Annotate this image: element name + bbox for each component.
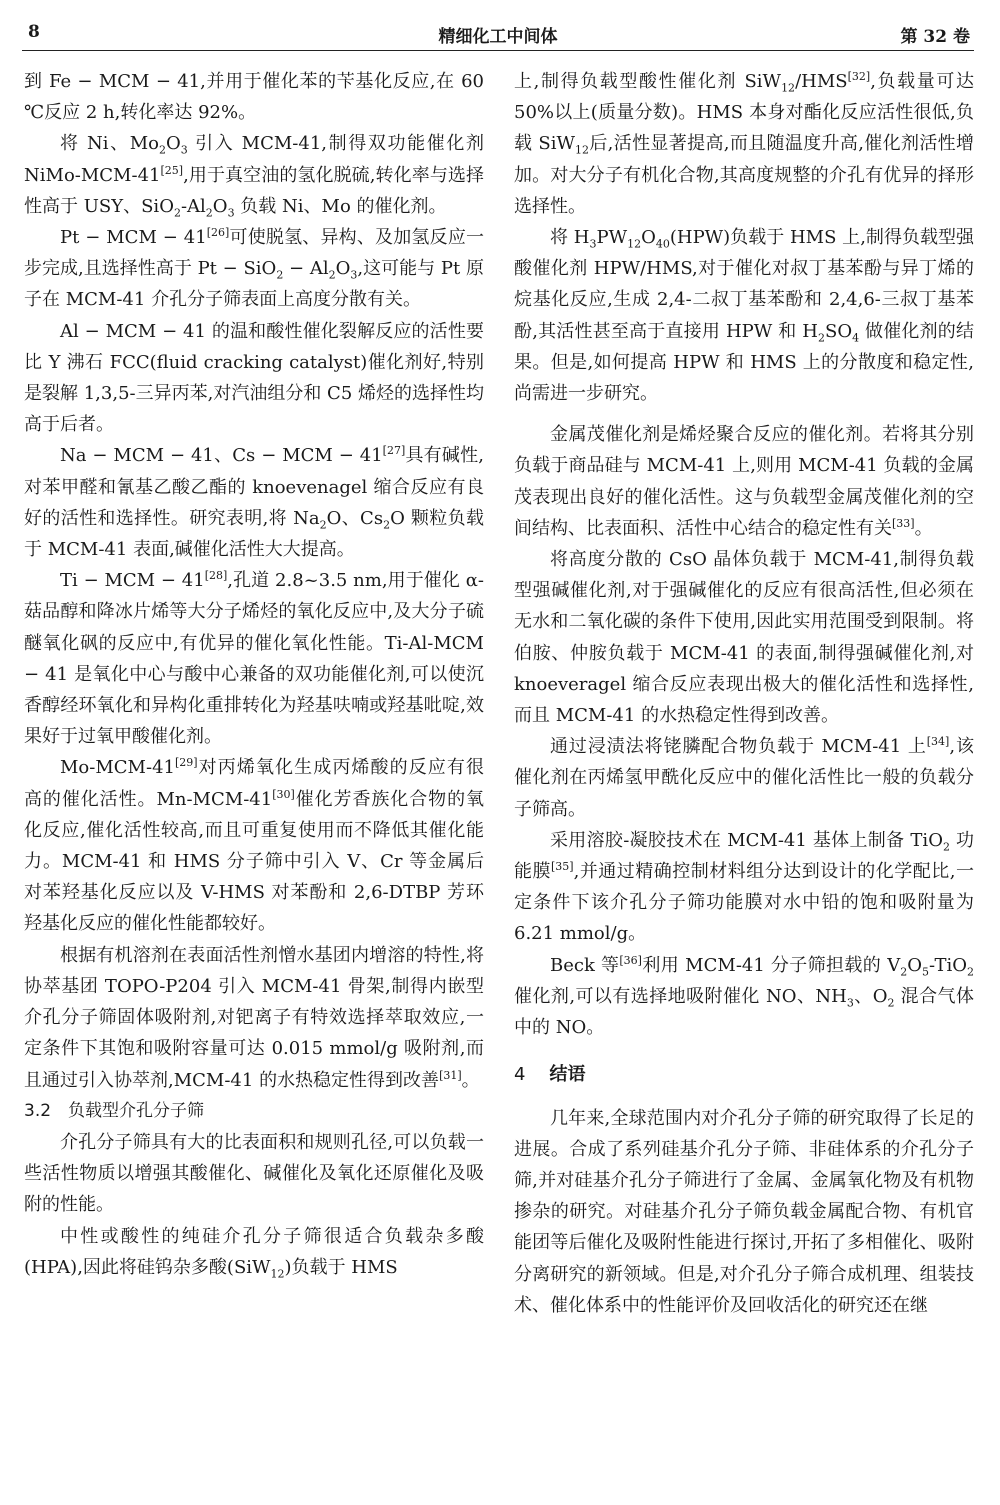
text-run: 对丙烯氧化生成丙烯酸的反应有很高的催化活性。Mn-MCM-41: [24, 757, 484, 810]
text-run: 催化剂,可以有选择地吸附催化 NO、NH: [514, 985, 847, 1007]
text-run: Ti − MCM − 41: [60, 570, 205, 592]
text-run: SO: [825, 320, 853, 342]
section-number: 4: [514, 1064, 526, 1086]
text-run: 介孔分子筛具有大的比表面积和规则孔径,可以负载一些活性物质以增强其酸催化、碱催化及氧化还原催化及吸附的性能。: [24, 1131, 484, 1216]
paragraph: [24, 316, 484, 441]
citation-ref: [29]: [174, 756, 198, 770]
subscript: 40: [655, 237, 670, 251]
text-run: 做催化剂的结果。但是,如何提高 HPW 和 HMS 上的分散度和稳定性,尚需进一步研究。: [514, 320, 974, 405]
subsection-heading: 3.2 负载型介孔分子筛: [24, 1100, 205, 1121]
volume-label: 第 32 卷: [900, 27, 970, 47]
text-run: Na − MCM − 41、Cs − MCM − 41: [60, 445, 383, 467]
text-run: PW: [596, 227, 628, 249]
paragraph: [24, 440, 484, 565]
text-run: O: [335, 258, 351, 280]
citation-ref: [34]: [926, 735, 950, 749]
journal-title: 精细化工中间体: [438, 27, 558, 47]
citation-ref: [31]: [439, 1068, 462, 1082]
text-run: ,负载量可达 50%以上(质量分数)。HMS 本身对酯化反应活性很低,负载 SiW: [514, 71, 974, 155]
subscript: 5: [922, 965, 930, 979]
subscript: 2: [942, 840, 950, 854]
text-run: 。: [914, 517, 933, 539]
section-heading: [514, 1059, 974, 1090]
text-run: ,该催化剂在丙烯氢甲酰化反应中的催化活性比一般的负载分子筛高。: [514, 736, 974, 820]
text-run: 将 Ni、Mo: [60, 133, 159, 155]
subscript: 2: [158, 144, 166, 157]
citation-ref: [27]: [382, 444, 406, 458]
paragraph: [514, 825, 974, 950]
text-run: O: [165, 133, 181, 155]
text-run: 金属茂催化剂是烯烃聚合反应的催化剂。若将其分别负载于商品硅与 MCM-41 上,则用 MCM-41 负载的金属茂表现出良好的催化活性。这与负载型金属茂催化剂的空间结构、比表面积、活性中心结合的稳定性有关: [514, 424, 974, 539]
text-run: 混合气体中的 NO。: [514, 985, 974, 1039]
text-run: 催化芳香族化合物的氧化反应,催化活性较高,而且可重复使用而不降低其催化能力。MCM-41 和 HMS 分子筛中引入 V、Cr 等金属后对苯羟基化反应以及 V-HMS 对苯酚和 2,6-DTBP 芳环羟基化反应的催化性能都较好。: [24, 788, 484, 935]
right-column: [514, 66, 974, 1321]
subscript: 2: [818, 331, 825, 345]
text-run: 根据有机溶剂在表面活性剂憎水基团内增溶的特性,将协萃基团 TOPO-P204 引入 MCM-41 骨架,制得内嵌型介孔分子筛固体吸附剂,对钯离子有特效选择萃取效应,一定条件下其饱和吸附容量可达 0.015 mmol/g 吸附剂,而且通过引入协萃剂,MCM-41 的水热稳定性得到改善: [24, 944, 484, 1091]
text-run: O 颗粒负载于 MCM-41 表面,碱催化活性大大提高。: [24, 507, 484, 561]
subscript: 3: [846, 996, 854, 1010]
text-run: -Al: [180, 195, 206, 217]
paragraph: [514, 222, 974, 409]
running-header: [22, 18, 974, 51]
citation-ref: [35]: [551, 860, 574, 874]
paragraph: [24, 940, 484, 1096]
text-run: ,用于真空油的氢化脱硫,转化率与选择性高于 USY、SiO: [24, 164, 484, 217]
text-run: Beck 等: [550, 954, 620, 976]
text-run: 几年来,全球范围内对介孔分子筛的研究取得了长足的进展。合成了系列硅基介孔分子筛、非硅体系的介孔分子筛,并对硅基介孔分子筛进行了金属、金属氧化物及有机物掺杂的研究。对硅基介孔分子筛负载金属配合物、有机官能团等后催化及吸附性能进行探讨,开拓了多相催化、吸附分离研究的新领域。但是,对介孔分子筛合成机理、组装技术、催化体系中的性能评价及回收活化的研究还在继: [514, 1107, 974, 1316]
paragraph: [24, 222, 484, 316]
spacer: [514, 409, 974, 419]
text-run: ,并通过精确控制材料组分达到设计的化学配比,一定条件下该介孔分子筛功能膜对水中铅的饱和吸附量为 6.21 mmol/g。: [514, 861, 974, 945]
citation-ref: [25]: [160, 163, 184, 177]
left-column: [24, 66, 484, 1283]
paragraph: [24, 752, 484, 939]
citation-ref: [28]: [204, 569, 228, 583]
text-run: ,孔道 2.8~3.5 nm,用于催化 α-菇品醇和降冰片烯等大分子烯烃的氧化反应中,及大分子硫醚氧化砜的反应中,有优异的催化氧化性能。Ti-Al-MCM − 41 是氧化中心与酸中心兼备的双功能催化剂,可以使沉香醇经环氧化和异构化重排转化为羟基呋喃或羟基吡啶,效果好于过氧甲酸催化剂。: [24, 570, 484, 748]
text-run: 负载 Ni、Mo 的催化剂。: [234, 195, 447, 217]
text-run: 功能膜: [514, 829, 974, 883]
text-run: 。: [461, 1069, 480, 1091]
text-run: 上,制得负载型酸性催化剂 SiW: [514, 71, 782, 92]
text-run: 可使脱氢、异构、及加氢反应一步完成,且选择性高于 Pt − SiO: [24, 227, 484, 280]
paragraph: [24, 1221, 484, 1283]
text-run: 到 Fe − MCM − 41,并用于催化苯的苄基化反应,在 60 ℃反应 2 h,转化率达 92%。: [24, 71, 484, 124]
text-run: O: [907, 954, 923, 976]
subscript: 2: [319, 518, 327, 532]
paragraph: [514, 950, 974, 1044]
citation-ref: [33]: [892, 516, 915, 530]
text-run: Al − MCM − 41 的温和酸性催化裂解反应的活性要比 Y 沸石 FCC(fluid cracking catalyst)催化剂好,特别是裂解 1,3,5-三异丙苯,对汽油组分和 C5 烯烃的选择性均高于后者。: [24, 320, 484, 436]
text-run: O: [212, 195, 228, 217]
text-run: 引入 MCM-41,制得双功能催化剂 NiMo-MCM-41: [24, 133, 484, 186]
text-run: 具有碱性,对苯甲醛和氰基乙酸乙酯的 knoevenagel 缩合反应有良好的活性和选择性。研究表明,将 Na: [24, 445, 484, 529]
text-run: 、O: [853, 985, 888, 1007]
subscript: 2: [173, 206, 181, 220]
subscript: 4: [852, 331, 860, 345]
text-run: 利用 MCM-41 分子筛担载的 V: [641, 954, 901, 976]
subscript: 3: [180, 144, 188, 157]
subscript: 2: [276, 268, 284, 282]
citation-ref: [32]: [847, 70, 871, 83]
subscript: 3: [589, 237, 597, 251]
page-number: 8: [28, 22, 40, 42]
subscript: 3: [227, 206, 235, 220]
citation-ref: [30]: [272, 787, 295, 801]
subscript: 12: [270, 1267, 285, 1281]
text-run: Mo-MCM-41: [60, 757, 175, 779]
text-run: /HMS: [795, 71, 848, 92]
subscript: 12: [575, 144, 589, 157]
text-run: O: [641, 227, 656, 249]
subscript: 12: [627, 237, 642, 251]
paragraph: [24, 1127, 484, 1221]
subscript: 2: [887, 996, 895, 1010]
text-run: O、Cs: [326, 507, 384, 529]
text-run: )负载于 HMS: [284, 1256, 398, 1278]
text-run: (HPW)负载于 HMS 上,制得负载型强酸催化剂 HPW/HMS,对于催化对叔丁基苯酚与异丁烯的烷基化反应,生成 2,4-二叔丁基苯酚和 2,4,6-三叔丁基苯酚,其活性甚至高于直接用 HPW 和 H: [514, 227, 974, 342]
text-run: 通过浸渍法将铑膦配合物负载于 MCM-41 上: [550, 736, 927, 758]
text-run: 后,活性显著提高,而且随温度升高,催化剂活性增加。对大分子有机化合物,其高度规整的介孔有优异的择形选择性。: [514, 133, 974, 217]
text-run: ,这可能与 Pt 原子在 MCM-41 介孔分子筛表面上高度分散有关。: [24, 258, 484, 311]
citation-ref: [26]: [206, 226, 230, 240]
subscript: 2: [967, 965, 974, 979]
subscript: 2: [205, 206, 213, 220]
paragraph: [514, 731, 974, 825]
paragraph: [514, 544, 974, 731]
text-run: 采用溶胶-凝胶技术在 MCM-41 基体上制备 TiO: [550, 829, 943, 851]
citation-ref: [36]: [619, 953, 642, 967]
text-run: 中性或酸性的纯硅介孔分子筛很适合负载杂多酸(HPA),因此将硅钨杂多酸(SiW: [24, 1225, 484, 1278]
text-run: 将高度分散的 CsO 晶体负载于 MCM-41,制得负载型强碱催化剂,对于强碱催化的反应有很高活性,但必须在无水和二氧化碳的条件下使用,因此实用范围受到限制。将伯胺、仲胺负载于 MCM-41 的表面,制得强碱催化剂,对 knoeveragel 缩合反应表现出极大的催化活性和选择性,而且 MCM-41 的水热稳定性得到改善。: [514, 549, 974, 727]
paragraph: [24, 565, 484, 752]
text-run: Pt − MCM − 41: [60, 227, 207, 249]
subscript: 2: [328, 268, 336, 282]
text-run: − Al: [283, 258, 329, 280]
paragraph: [514, 419, 974, 544]
paragraph: [514, 66, 974, 222]
paragraph: [24, 66, 484, 128]
subscript: 12: [781, 81, 796, 95]
paragraph: [514, 1103, 974, 1321]
subscript: 2: [900, 965, 908, 979]
text-run: 将 H: [550, 227, 590, 249]
subscript: 2: [383, 518, 391, 532]
text-run: -TiO: [929, 954, 967, 976]
paragraph: [24, 128, 484, 222]
subscript: 3: [350, 268, 358, 282]
section-title: 结语: [549, 1064, 586, 1086]
